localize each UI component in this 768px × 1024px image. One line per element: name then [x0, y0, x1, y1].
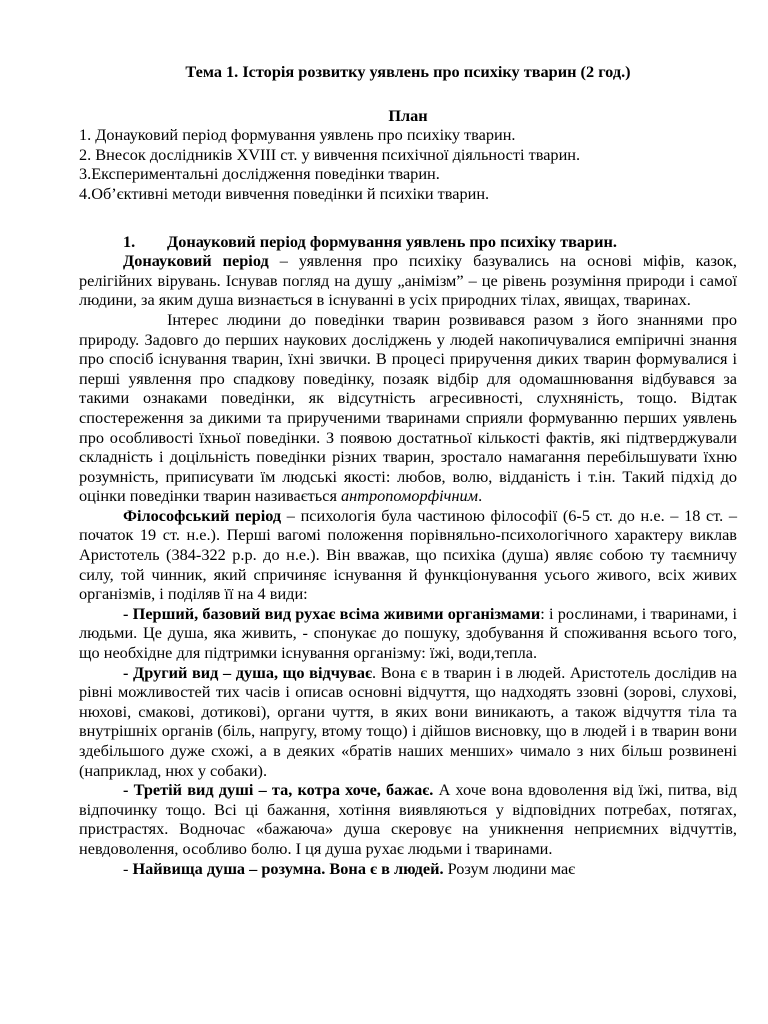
plan-item: 1. Донауковий період формування уявлень про психіку тварин. — [79, 125, 516, 145]
plan-item: 2. Внесок дослідників XVIII ст. у вивчення психічної діяльності тварин. — [79, 144, 581, 164]
plan-item: 4.Об’єктивні методи вивчення поведінки й психіки тварин. — [79, 183, 490, 203]
paragraph-philosophical — [79, 506, 737, 604]
paragraph-text: . Вона є в тварин і в людей. Аристотель дослідив на рівні можливостей тих часів і описав основні відчуття, що надходять ззовні (зорові, слухові, нюхові, смакові, дотикові), органи чуття, в яких вони виникають, а також відчуття тіла та внутрішніх органів (біль, напругу, втому тощо) і дійшов висновку, що в людей і в тварин вони здебільшого дуже схожі, а в деяких «братів наших менших» чимало з них більш розвинені (наприклад, нюх у собаки). — [79, 662, 737, 780]
paragraph-end: . — [478, 486, 483, 506]
soul-type-1-lead: - Перший, базовий вид рухає всіма живими організмами — [123, 603, 541, 623]
paragraph-text: Інтерес людини до поведінки тварин розвивався разом з його знаннями про природу. Задовго до перших наукових досліджень у людей накопичувалися емпіричні знання про спосіб існування тварин, їхні звички. В процесі приручення диких тварин формувалися і перші уявлення про спадкову поведінку, позаяк відбір для одомашнювання відбувався за такими ознаками поведінки, як відсутність агресивності, слухняність, тощо. Відтак спостереження за дикими та прирученими тваринами сприяли формуванню перших уявлень про особливості їхньої поведінки. З появою достатньої кількості фактів, які підтверджували складність і доцільність поведінки різних тварин, зростало намагання перебільшувати їхню розумність, приписувати їм людські якості: любов, волю, відданість і т.ін. Такий підхід до оцінки поведінки тварин називається — [79, 309, 737, 506]
document-title: Тема 1. Історія розвитку уявлень про психіку тварин (2 год.) — [185, 62, 631, 81]
term-prescientific: Донауковий період — [123, 251, 269, 271]
plan-list — [79, 125, 737, 203]
paragraph-text: – психологія була частиною філософії (6-5 ст. до н.е. – 18 ст. – початок 19 ст. н.е.). Перші вагомі положення порівняльно-психологічного характеру виклав Аристотель (384-322 р.р. до н.е.). Він вважав, що психіка (душа) являє собою ту таємничу силу, той чинник, який спричиняє існування й функціонування усього живого, всіх живих організмів, і поділяв її на 4 види: — [79, 505, 737, 604]
paragraph-text: : і рослинами, і тваринами, і людьми. Це душа, яка живить, - спонукає до пошуку, здобування й споживання всього того, що необхідне для підтримки існування організму: їжі, води,тепла. — [79, 603, 737, 663]
term-anthropomorphic: антропоморфічним — [341, 486, 479, 506]
plan-heading: План — [388, 105, 428, 125]
paragraph-soul-type-2 — [79, 663, 737, 781]
soul-type-3-lead: - Третій вид душі – та, котра хоче, бажає. — [123, 780, 434, 800]
section-number: 1. — [123, 231, 136, 251]
section-title: Донауковий період формування уявлень про психіку тварин. — [167, 231, 617, 251]
plan-item: 3.Експериментальні дослідження поведінки тварин. — [79, 164, 440, 184]
section-heading — [79, 232, 737, 252]
paragraph-text: А хоче вона вдоволення від їжі, питва, від відпочинку тощо. Всі ці бажання, хотіння виявляються у відповідних потребах, потягах, пристрастях. Водночас «бажаюча» душа скеровує на уникнення неприємних відчуттів, невдоволення, особливо болю. І ця душа рухає людьми і тваринами. — [79, 780, 737, 858]
dash: - — [123, 858, 133, 878]
paragraph-soul-type-4 — [79, 859, 737, 879]
term-philosophical: Філософський період — [123, 505, 282, 525]
paragraph-interest — [79, 310, 737, 506]
paragraph-soul-type-3 — [79, 780, 737, 858]
paragraph-soul-type-1 — [79, 604, 737, 663]
paragraph-text: – уявлення про психіку базувались на основі міфів, казок, релігійних вірувань. Існував погляд на душу „анімізм” – це рівень розуміння природи і самої людини, за яким душа визнається в існуванні в усіх природних тілах, явищах, тваринах. — [79, 251, 737, 310]
soul-type-4-lead: Найвища душа – розумна. Вона є в людей. — [132, 858, 444, 878]
soul-type-2-lead: - Другий вид – душа, що відчуває — [123, 662, 373, 682]
paragraph-prescientific — [79, 251, 737, 310]
paragraph-text: Розум людини має — [443, 858, 576, 878]
